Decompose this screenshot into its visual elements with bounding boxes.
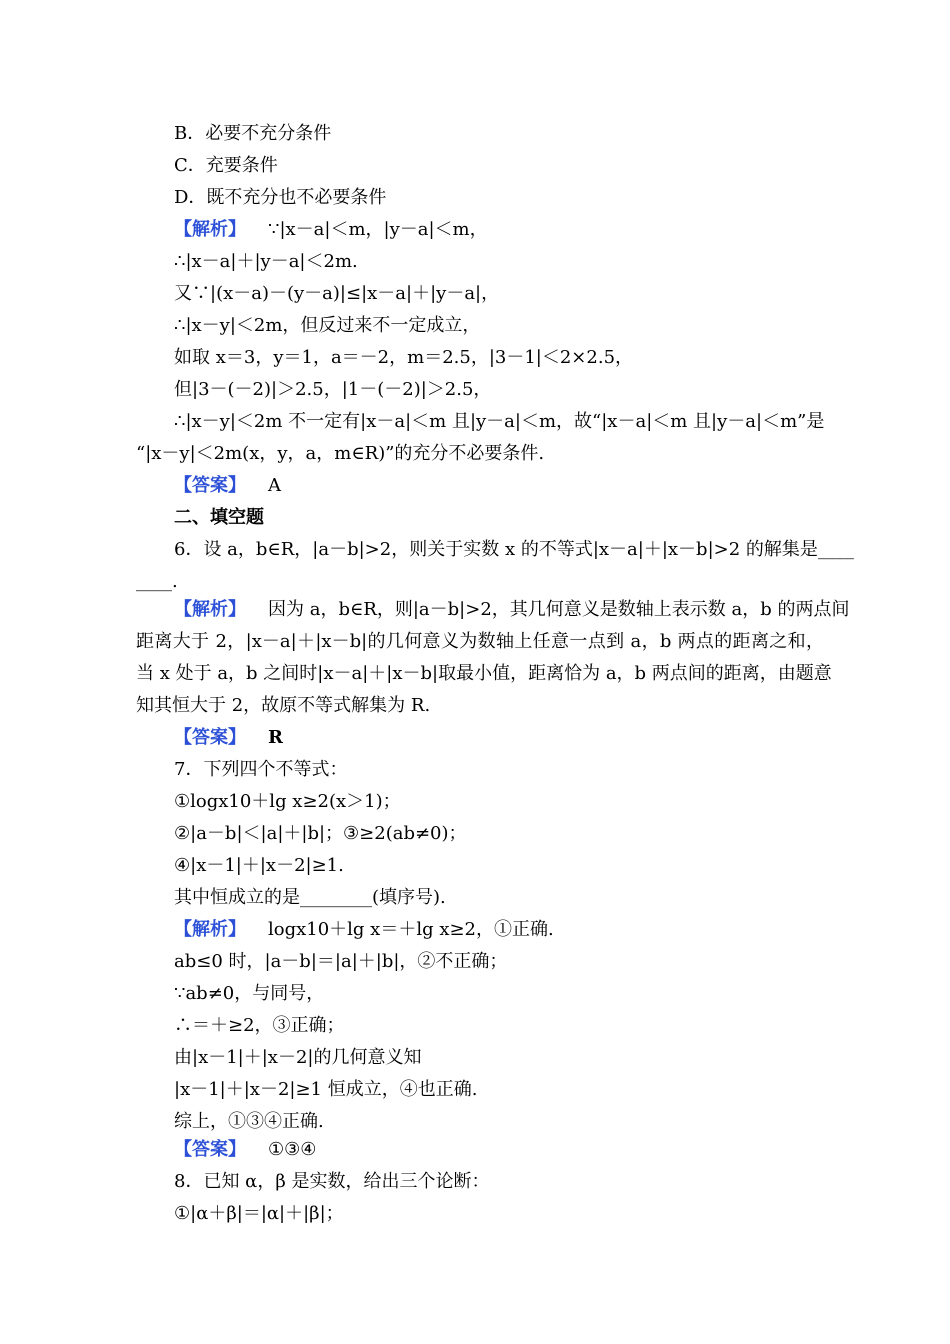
analysis-tag: 【解析】 [174,919,246,940]
question-7: ②|a－b|＜|a|＋|b|；③≥2(ab≠0)； [174,823,467,844]
option-b: B．必要不充分条件 [174,123,332,144]
analysis-line: ∴|x－y|＜2m 不一定有|x－a|＜m 且|y－a|＜m，故“|x－a|＜m 且|y－a|＜m”是 [174,411,825,432]
answer-line: 【答案】 R [174,727,283,748]
analysis-line: ∴|x－y|＜2m，但反过来不一定成立， [174,315,481,336]
analysis-line: “|x－y|＜2m(x，y，a，m∈R)”的充分不必要条件. [136,443,545,464]
analysis-line: ∴＝＋≥2，③正确； [174,1015,345,1036]
analysis-line: 但|3－(－2)|＞2.5，|1－(－2)|＞2.5， [174,379,492,400]
question-6: 6．设 a，b∈R，|a－b|>2，则关于实数 x 的不等式|x－a|＋|x－b|>2 的解集是____ [174,539,854,560]
analysis-line: |x－1|＋|x－2|≥1 恒成立，④也正确. [174,1079,478,1100]
analysis-line: 由|x－1|＋|x－2|的几何意义知 [174,1047,422,1068]
analysis-line: 距离大于 2，|x－a|＋|x－b|的几何意义为数轴上任意一点到 a，b 两点的距离之和， [136,631,824,652]
question-7: ④|x－1|＋|x－2|≥1. [174,855,344,876]
analysis-tag: 【解析】 [174,599,246,620]
analysis-line: ∴|x－a|＋|y－a|＜2m. [174,251,358,272]
question-7: 其中恒成立的是________(填序号). [174,887,446,908]
analysis-line: 【解析】 logx10＋lg x＝＋lg x≥2，①正确. [174,919,554,940]
analysis-line: 如取 x＝3，y＝1，a＝－2，m＝2.5，|3－1|＜2×2.5， [174,347,634,368]
question-8: 8．已知 α，β 是实数，给出三个论断： [174,1171,490,1192]
analysis-line: 【解析】 因为 a，b∈R，则|a－b|>2，其几何意义是数轴上表示数 a，b 的两点间 [174,599,850,620]
answer-line: 【答案】 A [174,475,281,496]
question-7: 7．下列四个不等式： [174,759,348,780]
analysis-line: 知其恒大于 2，故原不等式解集为 R. [136,695,431,716]
analysis-line: 当 x 处于 a，b 之间时|x－a|＋|x－b|取最小值，距离恰为 a，b 两点间的距离，由题意 [136,663,832,684]
question-7: ①logx10＋lg x≥2(x＞1)； [174,791,401,812]
option-c: C．充要条件 [174,155,278,176]
answer-tag: 【答案】 [174,475,246,496]
answer-line: 【答案】 ①③④ [174,1139,317,1160]
analysis-tag: 【解析】 [174,219,246,240]
analysis-line: 综上，①③④正确. [174,1111,324,1132]
analysis-line: ab≤0 时，|a－b|＝|a|＋|b|，②不正确； [174,951,508,972]
analysis-line: 【解析】 ∵|x－a|＜m，|y－a|＜m， [174,219,488,240]
question-6: ____. [136,571,178,592]
option-d: D．既不充分也不必要条件 [174,187,387,208]
analysis-line: ∵ab≠0，与同号， [174,983,325,1004]
answer-tag: 【答案】 [174,1139,246,1160]
section-heading: 二、填空题 [174,507,264,528]
question-8: ①|α＋β|＝|α|＋|β|； [174,1203,344,1224]
answer-tag: 【答案】 [174,727,246,748]
analysis-line: 又∵|(x－a)－(y－a)|≤|x－a|＋|y－a|， [174,283,500,304]
